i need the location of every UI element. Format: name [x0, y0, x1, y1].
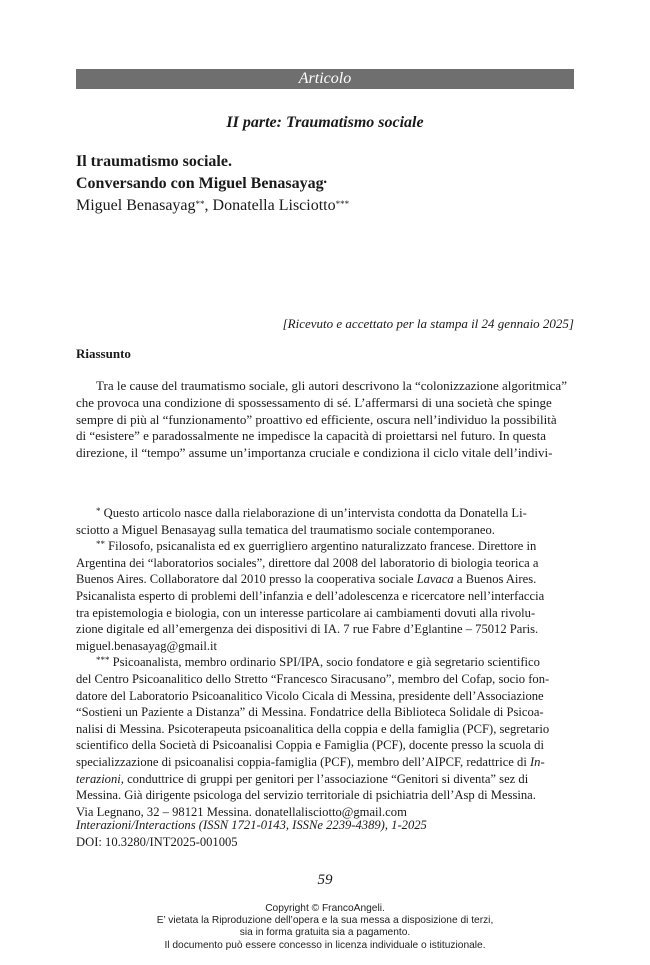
email-link: miguel.benasayag@gmail.it	[76, 638, 217, 653]
copyright-line: Il documento può essere concesso in licenza individuale o istituzionale.	[164, 939, 486, 951]
footnote-3-line: datore del Laboratorio Psicoanalitico Vicolo Cicala di Messina, presidente dell’Associazione	[76, 688, 544, 703]
part-title: II parte: Traumatismo sociale	[226, 114, 424, 131]
footnote-1-line: sciotto a Miguel Benasayag sulla tematica del traumatismo sociale contemporaneo.	[76, 522, 495, 537]
footnote-3-line: “Sostieni un Paziente a Distanza” di Messina. Fondatrice della Biblioteca Solidale di Psicoa-	[76, 705, 544, 720]
title-footnote-mark: •	[323, 177, 327, 187]
footnote-2-line: tra epistemologia e biologia, con un interesse particolare ai cambiamenti dovuti alla rivolu-	[76, 605, 536, 620]
section-header-bar	[76, 69, 574, 89]
footnote-3-line: Messina. Già dirigente psicologa del servizio territoriale di psichiatria dell’Asp di Messina.	[76, 788, 536, 803]
abstract-line: sempre di più al “funzionamento” proattivo ed efficiente, oscura nell’individuo la possibilità	[76, 411, 557, 427]
article-title	[76, 151, 574, 195]
author-list: Miguel Benasayag**, Donatella Lisciotto***	[76, 197, 350, 214]
copyright-line: Copyright © FrancoAngeli.	[265, 903, 385, 914]
abstract-line: di “esistere” e paradossalmente ne impedisce la capacità di proiettarsi nel futuro. In questa	[76, 428, 546, 444]
title-line-1: Il traumatismo sociale.	[76, 153, 232, 170]
footnote-3-line: del Centro Psicoanalitico dello Stretto “Francesco Siracusano”, membro del Cofap, socio fon-	[76, 671, 550, 686]
footnote-2-line: zione digitale ed all’emergenza dei dispositivi di IA. 7 rue Fabre d’Eglantine – 75012 Paris.	[76, 622, 539, 637]
footnote-2-line: Argentina dei “laboratorios sociales”, direttore dal 2008 del laboratorio di biologia teorica a	[76, 555, 539, 570]
journal-info	[76, 817, 427, 850]
abstract-heading: Riassunto	[76, 346, 131, 361]
footnotes	[76, 505, 574, 820]
footnote-1-line: * Questo articolo nasce dalla rielaborazione di un’intervista condotta da Donatella Li-	[96, 506, 527, 520]
journal-citation: Interazioni/Interactions (ISSN 1721-0143, ISSNe 2239-4389), 1-2025	[76, 818, 427, 832]
footnote-2-line: Psicanalista esperto di problemi dell’infanzia e dell’adolescenza e ricercatore nell’interfaccia	[76, 588, 545, 603]
abstract-line: Tra le cause del traumatismo sociale, gli autori descrivono la “colonizzazione algoritmica”	[96, 378, 567, 393]
author-name: Miguel Benasayag	[76, 197, 196, 214]
footnote-2-line: ** Filosofo, psicanalista ed ex guerrigliero argentino naturalizzato francese. Direttore in	[96, 539, 537, 554]
footnote-3-line: scientifico della Società di Psicoanalisi Coppia e Famiglia (PCF), docente presso la scuola di	[76, 738, 544, 753]
author-footnote-mark: ***	[335, 199, 350, 209]
section-label: Articolo	[298, 70, 352, 87]
received-note: [Ricevuto e accettato per la stampa il 24 gennaio 2025]	[282, 316, 574, 331]
copyright-line: sia in forma gratuita sia a pagamento.	[239, 927, 411, 939]
doi: DOI: 10.3280/INT2025-001005	[76, 834, 238, 849]
page-number: 59	[317, 872, 333, 888]
footnote-3-line: Via Legnano, 32 – 98121 Messina. donatellalisciotto@gmail.com	[76, 804, 407, 819]
abstract-line: che provoca una condizione di spossessamento di sé. L’affermarsi di una società che spinge	[76, 394, 552, 410]
copyright-line: E’ vietata la Riproduzione dell’opera e la sua messa a disposizione di terzi,	[156, 915, 494, 927]
author-name: Donatella Lisciotto	[212, 197, 336, 214]
footnote-3-line: terazioni, conduttrice di gruppi per genitori per l’associazione “Genitori si diventa” sez di	[76, 771, 529, 786]
copyright-notice	[0, 903, 650, 952]
footnote-2-line: Buenos Aires. Collaboratore dal 2010 presso la cooperativa sociale Lavaca a Buenos Aires.	[76, 572, 537, 587]
abstract-body	[76, 378, 574, 462]
footnote-3-line: specializzazione di psicoanalisi coppia-famiglia (PCF), membro dell’AIPCF, redattrice di In-	[76, 754, 545, 769]
author-footnote-mark: **	[195, 199, 205, 209]
abstract-line: direzione, il “tempo” assume un’importanza cruciale e condiziona il ciclo vitale dell’indivi-	[76, 445, 553, 461]
title-line-2: Conversando con Miguel Benasayag•	[76, 175, 327, 192]
footnote-3-line: *** Psicoanalista, membro ordinario SPI/IPA, socio fondatore e già segretario scientifico	[96, 655, 540, 670]
footnote-3-line: nalisi di Messina. Psicoterapeuta psicoanalitica della coppia e della famiglia (PCF), segretario	[76, 721, 550, 736]
